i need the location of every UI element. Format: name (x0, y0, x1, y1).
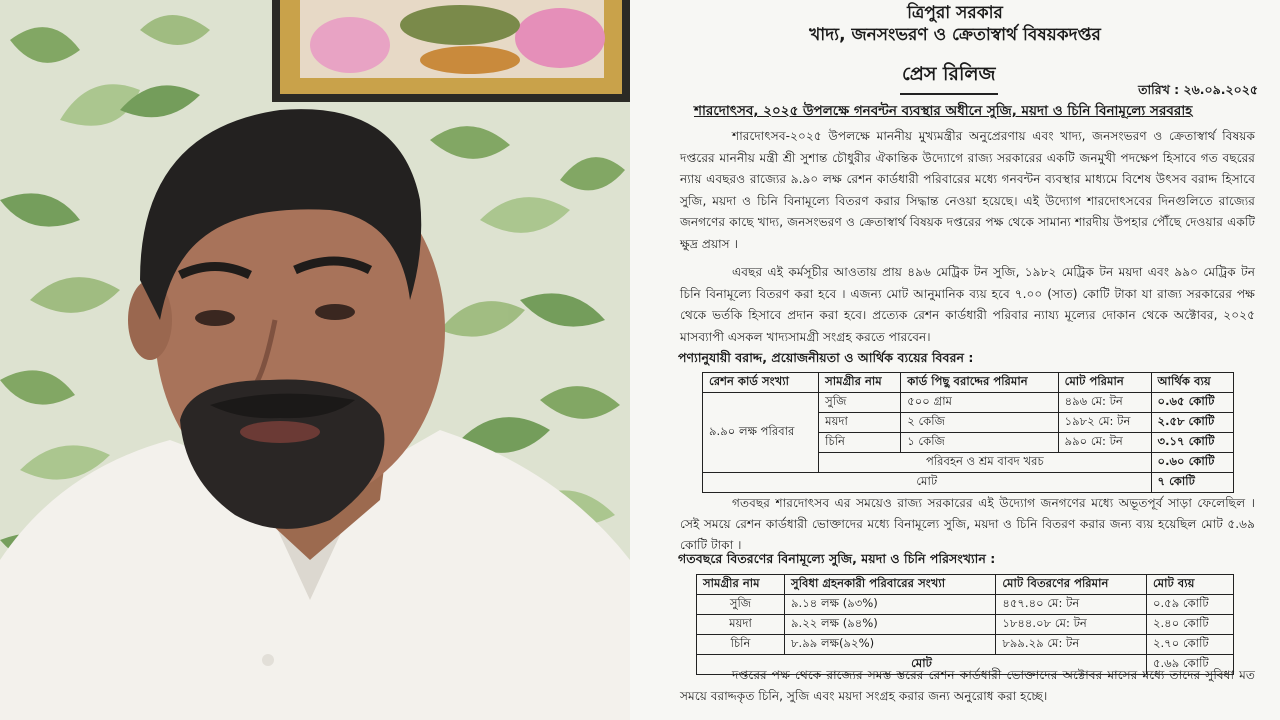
table-cell: ২.৭০ কোটি (1146, 635, 1233, 655)
header-cell: কার্ড পিছু বরাদ্দের পরিমান (901, 373, 1058, 393)
wall-painting (272, 0, 630, 102)
table-cell: ৪৫৭.৪০ মে: টন (996, 595, 1147, 615)
shirt-button (262, 654, 274, 666)
table-cell: ৯.১৪ লক্ষ (৯৩%) (785, 595, 996, 615)
families-cell: ৯.৯০ লক্ষ পরিবার (703, 393, 819, 473)
header-cell: মোট ব্যয় (1146, 575, 1233, 595)
header-cell: রেশন কার্ড সংখ্যা (703, 373, 819, 393)
paragraph-last-year: গতবছর শারদোৎসব এর সময়েও রাজ্য সরকারের এই উদ্যোগ জনগণের মধ্যে অভূতপূর্ব সাড়া ফেলেছিল । সেই সময়ে রেশন কার্ডধারী ভোক্তাদের মধ্যে বিনামূল্যে সুজি, ময়দা ও চিনি বিতরণ করার জন্য ব্যয় হয়েছিল মোট ৫.৬৯ কোটি টাকা । (680, 496, 1255, 552)
header-cell: সুবিধা গ্রহনকারী পরিবারের সংখ্যা (785, 575, 996, 595)
header-cell: সামগ্রীর নাম (819, 373, 901, 393)
total-label: মোট (697, 655, 1147, 675)
total-label: মোট (703, 473, 1152, 493)
total-value: ৭ কোটি (1151, 473, 1233, 493)
paragraph-request: দপ্তরের পক্ষ থেকে রাজ্যের সমস্ত স্তরের রেশন কার্ডধারী ভোক্তাদের অক্টোবর মাসের মধ্যে তাদের সুবিধা মত সময়ে বরাদ্দকৃত চিনি, সুজি এবং ময়দা সংগ্রহ করার জন্য অনুরোধ করা হচ্ছে। (680, 668, 1255, 703)
government-name: ত্রিপুরা সরকার (907, 3, 1003, 23)
table-cell: ৯.২২ লক্ষ (৯৪%) (785, 615, 996, 635)
header-cell: মোট পরিমান (1058, 373, 1151, 393)
header-cell: আর্থিক ব্যয় (1151, 373, 1233, 393)
allocation-table (702, 372, 1234, 493)
table-cell: ৪৯৬ মে: টন (1058, 393, 1151, 413)
table-header-row (703, 373, 1234, 393)
eye-left (195, 310, 235, 326)
table-cell: ২.৪০ কোটি (1146, 615, 1233, 635)
release-subject: শারদোৎসব, ২০২৫ উপলক্ষে গনবন্টন ব্যবস্থার অধীনে সুজি, ময়দা ও চিনি বিনামূল্যে সরবরাহ (694, 103, 1193, 119)
table-row (697, 615, 1234, 635)
transport-cost-label: পরিবহন ও শ্রম বাবদ খরচ (819, 453, 1151, 473)
table-cell: ময়দা (697, 615, 785, 635)
eye-right (315, 304, 355, 320)
table-cell: ১ কেজি (901, 433, 1058, 453)
table-cell: ৮.৯৯ লক্ষ(৯২%) (785, 635, 996, 655)
mouth (240, 421, 320, 443)
table-header-row (697, 575, 1234, 595)
table-row (697, 595, 1234, 615)
speaker-video-frame (0, 0, 630, 720)
table-row (697, 635, 1234, 655)
paragraph-intro: শারদোৎসব-২০২৫ উপলক্ষে মাননীয় মুখ্যমন্ত্রীর অনুপ্রেরণায় এবং খাদ্য, জনসংভরণ ও ক্রেতাস্বার্থ বিষয়ক দপ্তরের মাননীয় মন্ত্রী শ্রী সুশান্ত চৌধুরীর ঐকান্তিক উদ্যোগে রাজ্য সরকারের একটি জনমুখী পদক্ষেপ হিসাবে গত বছরের ন্যায় এবছরও রাজ্যের ৯.৯০ লক্ষ রেশন কার্ডধারী পরিবারের মধ্যে গনবন্টন ব্যবস্থার মাধ্যমে বিশেষ উৎসব বরাদ্দ হিসাবে সুজি, ময়দা ও চিনি বিনামূল্যে বিতরণ করার সিদ্ধান্ত নেওয়া হয়েছে। এই উদ্যোগ শারদোৎসবের দিনগুলিতে রাজ্যের জনগণের কাছে খাদ্য, জনসংভরণ ও ক্রেতাস্বার্থ বিষয়ক দপ্তরের পক্ষ থেকে সামান্য শারদীয় উপহার পৌঁছে দেওয়ার একটি ক্ষুদ্র প্রয়াস । (680, 129, 1255, 251)
transport-cost-value: ০.৬০ কোটি (1151, 453, 1233, 473)
table-cell: ০.৬৫ কোটি (1151, 393, 1233, 413)
table-cell: সুজি (697, 595, 785, 615)
speaker-illustration (0, 0, 630, 720)
table-cell: ১৮৪৪.০৮ মে: টন (996, 615, 1147, 635)
table-cell: ৫০০ গ্রাম (901, 393, 1058, 413)
table-row (703, 393, 1234, 413)
table-cell: ০.৫৯ কোটি (1146, 595, 1233, 615)
table-cell: ২ কেজি (901, 413, 1058, 433)
department-name: খাদ্য, জনসংভরণ ও ক্রেতাস্বার্থ বিষয়কদপ্তর (809, 25, 1101, 45)
press-release-title: প্রেস রিলিজ (900, 60, 998, 95)
table-cell: ১৯৮২ মে: টন (1058, 413, 1151, 433)
press-release-document (630, 0, 1280, 720)
table-cell: চিনি (697, 635, 785, 655)
header-cell: মোট বিতরণের পরিমান (996, 575, 1147, 595)
paragraph-quantities: এবছর এই কর্মসূচীর আওতায় প্রায় ৪৯৬ মেট্রিক টন সুজি, ১৯৮২ মেট্রিক টন ময়দা এবং ৯৯০ মেট্রিক টন চিনি বিনামূল্যে বিতরণ করা হবে । এজন্য মোট আনুমানিক ব্যয় হবে ৭.০০ (সাত) কোটি টাকা যা রাজ্য সরকারের পক্ষ থেকে ভর্তকি হিসাবে প্রদান করা হবে। প্রত্যেক রেশন কার্ডধারী পরিবার ন্যায্য মূল্যের দোকান থেকে অক্টোবর, ২০২৫ মাসব্যাপী এসকল খাদ্যসামগ্রী সংগ্রহ করতে পারবেন। (680, 265, 1255, 344)
section-heading-statistics: গতবছরে বিতরণের বিনামূল্যে সুজি, ময়দা ও চিনি পরিসংখ্যান : (678, 551, 996, 566)
table-cell: ৮৯৯.২৯ মে: টন (996, 635, 1147, 655)
table-cell: ২.৫৮ কোটি (1151, 413, 1233, 433)
table-cell: ৯৯০ মে: টন (1058, 433, 1151, 453)
total-value: ৫.৬৯ কোটি (1146, 655, 1233, 675)
table-total-row (703, 473, 1234, 493)
table-cell: চিনি (819, 433, 901, 453)
statistics-table (696, 574, 1234, 675)
table-cell: সুজি (819, 393, 901, 413)
release-date: তারিখ : ২৬.০৯.২০২৫ (1138, 82, 1258, 97)
table-cell: ৩.১৭ কোটি (1151, 433, 1233, 453)
section-heading-allocation: পণ্যানুযায়ী বরাদ্দ, প্রয়োজনীয়তা ও আর্থিক ব্যয়ের বিবরন : (678, 350, 974, 365)
header-cell: সামগ্রীর নাম (697, 575, 785, 595)
table-cell: ময়দা (819, 413, 901, 433)
